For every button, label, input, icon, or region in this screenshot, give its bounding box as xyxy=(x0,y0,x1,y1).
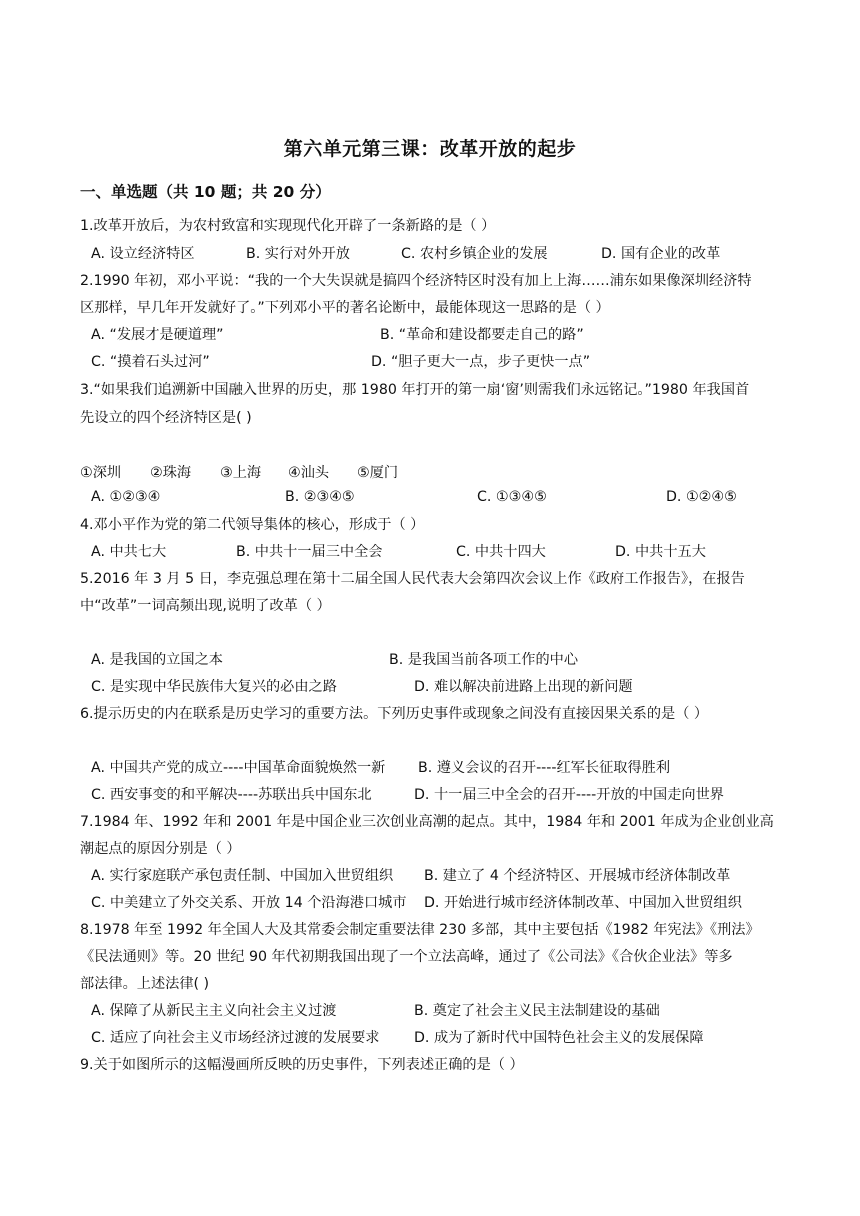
question-7-stem-line-1: 7.1984 年、1992 年和 2001 年是中国企业三次创业高潮的起点。其中，1984 年和 2001 年成为企业创业高 xyxy=(80,814,774,830)
question-8-option-d[interactable]: D. 成为了新时代中国特色社会主义的发展保障 xyxy=(414,1030,704,1046)
page-title: 第六单元第三课：改革开放的起步 xyxy=(283,138,577,160)
question-8-stem-line-2: 《民法通则》等。20 世纪 90 年代初期我国出现了一个立法高峰，通过了《公司法》《合伙企业法》等多 xyxy=(80,949,733,965)
question-3-item-3: ③上海 xyxy=(220,465,262,481)
question-1-option-b[interactable]: B. 实行对外开放 xyxy=(246,246,350,262)
question-1-option-d[interactable]: D. 国有企业的改革 xyxy=(601,246,721,262)
question-3-option-c[interactable]: C. ①③④⑤ xyxy=(477,489,547,505)
question-5-stem-line-2: 中“改革”一词高频出现,说明了改革（ ） xyxy=(80,598,331,614)
question-8-option-b[interactable]: B. 奠定了社会主义民主法制建设的基础 xyxy=(414,1003,660,1019)
question-4-option-a[interactable]: A. 中共七大 xyxy=(91,544,167,560)
question-3-option-d[interactable]: D. ①②④⑤ xyxy=(666,489,737,505)
question-8-option-c[interactable]: C. 适应了向社会主义市场经济过渡的发展要求 xyxy=(91,1030,380,1046)
question-9-stem: 9.关于如图所示的这幅漫画所反映的历史事件，下列表述正确的是（ ） xyxy=(80,1057,524,1073)
question-6-option-a[interactable]: A. 中国共产党的成立----中国革命面貌焕然一新 xyxy=(91,760,386,776)
question-5-option-b[interactable]: B. 是我国当前各项工作的中心 xyxy=(389,652,579,668)
question-4-option-b[interactable]: B. 中共十一届三中全会 xyxy=(236,544,383,560)
question-7-stem-line-2: 潮起点的原因分别是（ ） xyxy=(80,841,241,857)
question-3-option-a[interactable]: A. ①②③④ xyxy=(91,489,161,505)
question-6-option-c[interactable]: C. 西安事变的和平解决----苏联出兵中国东北 xyxy=(91,787,372,803)
question-4-option-d[interactable]: D. 中共十五大 xyxy=(615,544,706,560)
question-1-option-a[interactable]: A. 设立经济特区 xyxy=(91,246,195,262)
question-3-item-5: ⑤厦门 xyxy=(357,465,399,481)
question-8-stem-line-3: 部法律。上述法律( ) xyxy=(80,976,210,992)
question-1-option-c[interactable]: C. 农村乡镇企业的发展 xyxy=(401,246,548,262)
question-5-stem-line-1: 5.2016 年 3 月 5 日，李克强总理在第十二届全国人民代表大会第四次会议上作《政府工作报告》，在报告 xyxy=(80,571,745,587)
question-2-option-c[interactable]: C. “摸着石头过河” xyxy=(91,354,210,370)
question-3-item-4: ④汕头 xyxy=(288,465,330,481)
question-3-item-2: ②珠海 xyxy=(150,465,192,481)
question-3-stem-line-2: 先设立的四个经济特区是( ) xyxy=(80,410,252,426)
question-3-option-b[interactable]: B. ②③④⑤ xyxy=(285,489,355,505)
question-7-option-d[interactable]: D. 开始进行城市经济体制改革、中国加入世贸组织 xyxy=(424,895,742,911)
question-3-item-1: ①深圳 xyxy=(80,465,122,481)
question-1-stem: 1.改革开放后，为农村致富和实现现代化开辟了一条新路的是（ ） xyxy=(80,218,496,234)
question-2-stem-line-2: 区那样，早几年开发就好了。”下列邓小平的著名论断中，最能体现这一思路的是（ ） xyxy=(80,300,610,316)
question-2-stem-line-1: 2.1990 年初，邓小平说：“我的一个大失误就是搞四个经济特区时没有加上上海……浦东如果像深圳经济特 xyxy=(80,273,752,289)
question-8-option-a[interactable]: A. 保障了从新民主主义向社会主义过渡 xyxy=(91,1003,337,1019)
question-4-option-c[interactable]: C. 中共十四大 xyxy=(456,544,546,560)
question-2-option-a[interactable]: A. “发展才是硬道理” xyxy=(91,327,224,343)
section-heading: 一、单选题（共 10 题；共 20 分） xyxy=(80,183,331,201)
question-7-option-a[interactable]: A. 实行家庭联产承包责任制、中国加入世贸组织 xyxy=(91,868,394,884)
question-5-option-d[interactable]: D. 难以解决前进路上出现的新问题 xyxy=(414,679,633,695)
question-2-option-d[interactable]: D. “胆子更大一点，步子更快一点” xyxy=(371,354,591,370)
question-6-option-b[interactable]: B. 遵义会议的召开----红军长征取得胜利 xyxy=(418,760,671,776)
question-5-option-a[interactable]: A. 是我国的立国之本 xyxy=(91,652,223,668)
question-2-option-b[interactable]: B. “革命和建设都要走自己的路” xyxy=(380,327,584,343)
question-3-stem-line-1: 3.“如果我们追溯新中国融入世界的历史，那 1980 年打开的第一扇‘窗’则需我们永远铭记。”1980 年我国首 xyxy=(80,382,750,398)
question-4-stem: 4.邓小平作为党的第二代领导集体的核心，形成于（ ） xyxy=(80,517,425,533)
question-7-option-c[interactable]: C. 中美建立了外交关系、开放 14 个沿海港口城市 xyxy=(91,895,407,911)
question-6-stem: 6.提示历史的内在联系是历史学习的重要方法。下列历史事件或现象之间没有直接因果关系的是（ ） xyxy=(80,706,709,722)
question-8-stem-line-1: 8.1978 年至 1992 年全国人大及其常委会制定重要法律 230 多部，其中主要包括《1982 年宪法》《刑法》 xyxy=(80,922,760,938)
question-7-option-b[interactable]: B. 建立了 4 个经济特区、开展城市经济体制改革 xyxy=(424,868,731,884)
question-5-option-c[interactable]: C. 是实现中华民族伟大复兴的必由之路 xyxy=(91,679,337,695)
question-6-option-d[interactable]: D. 十一届三中全会的召开----开放的中国走向世界 xyxy=(414,787,724,803)
